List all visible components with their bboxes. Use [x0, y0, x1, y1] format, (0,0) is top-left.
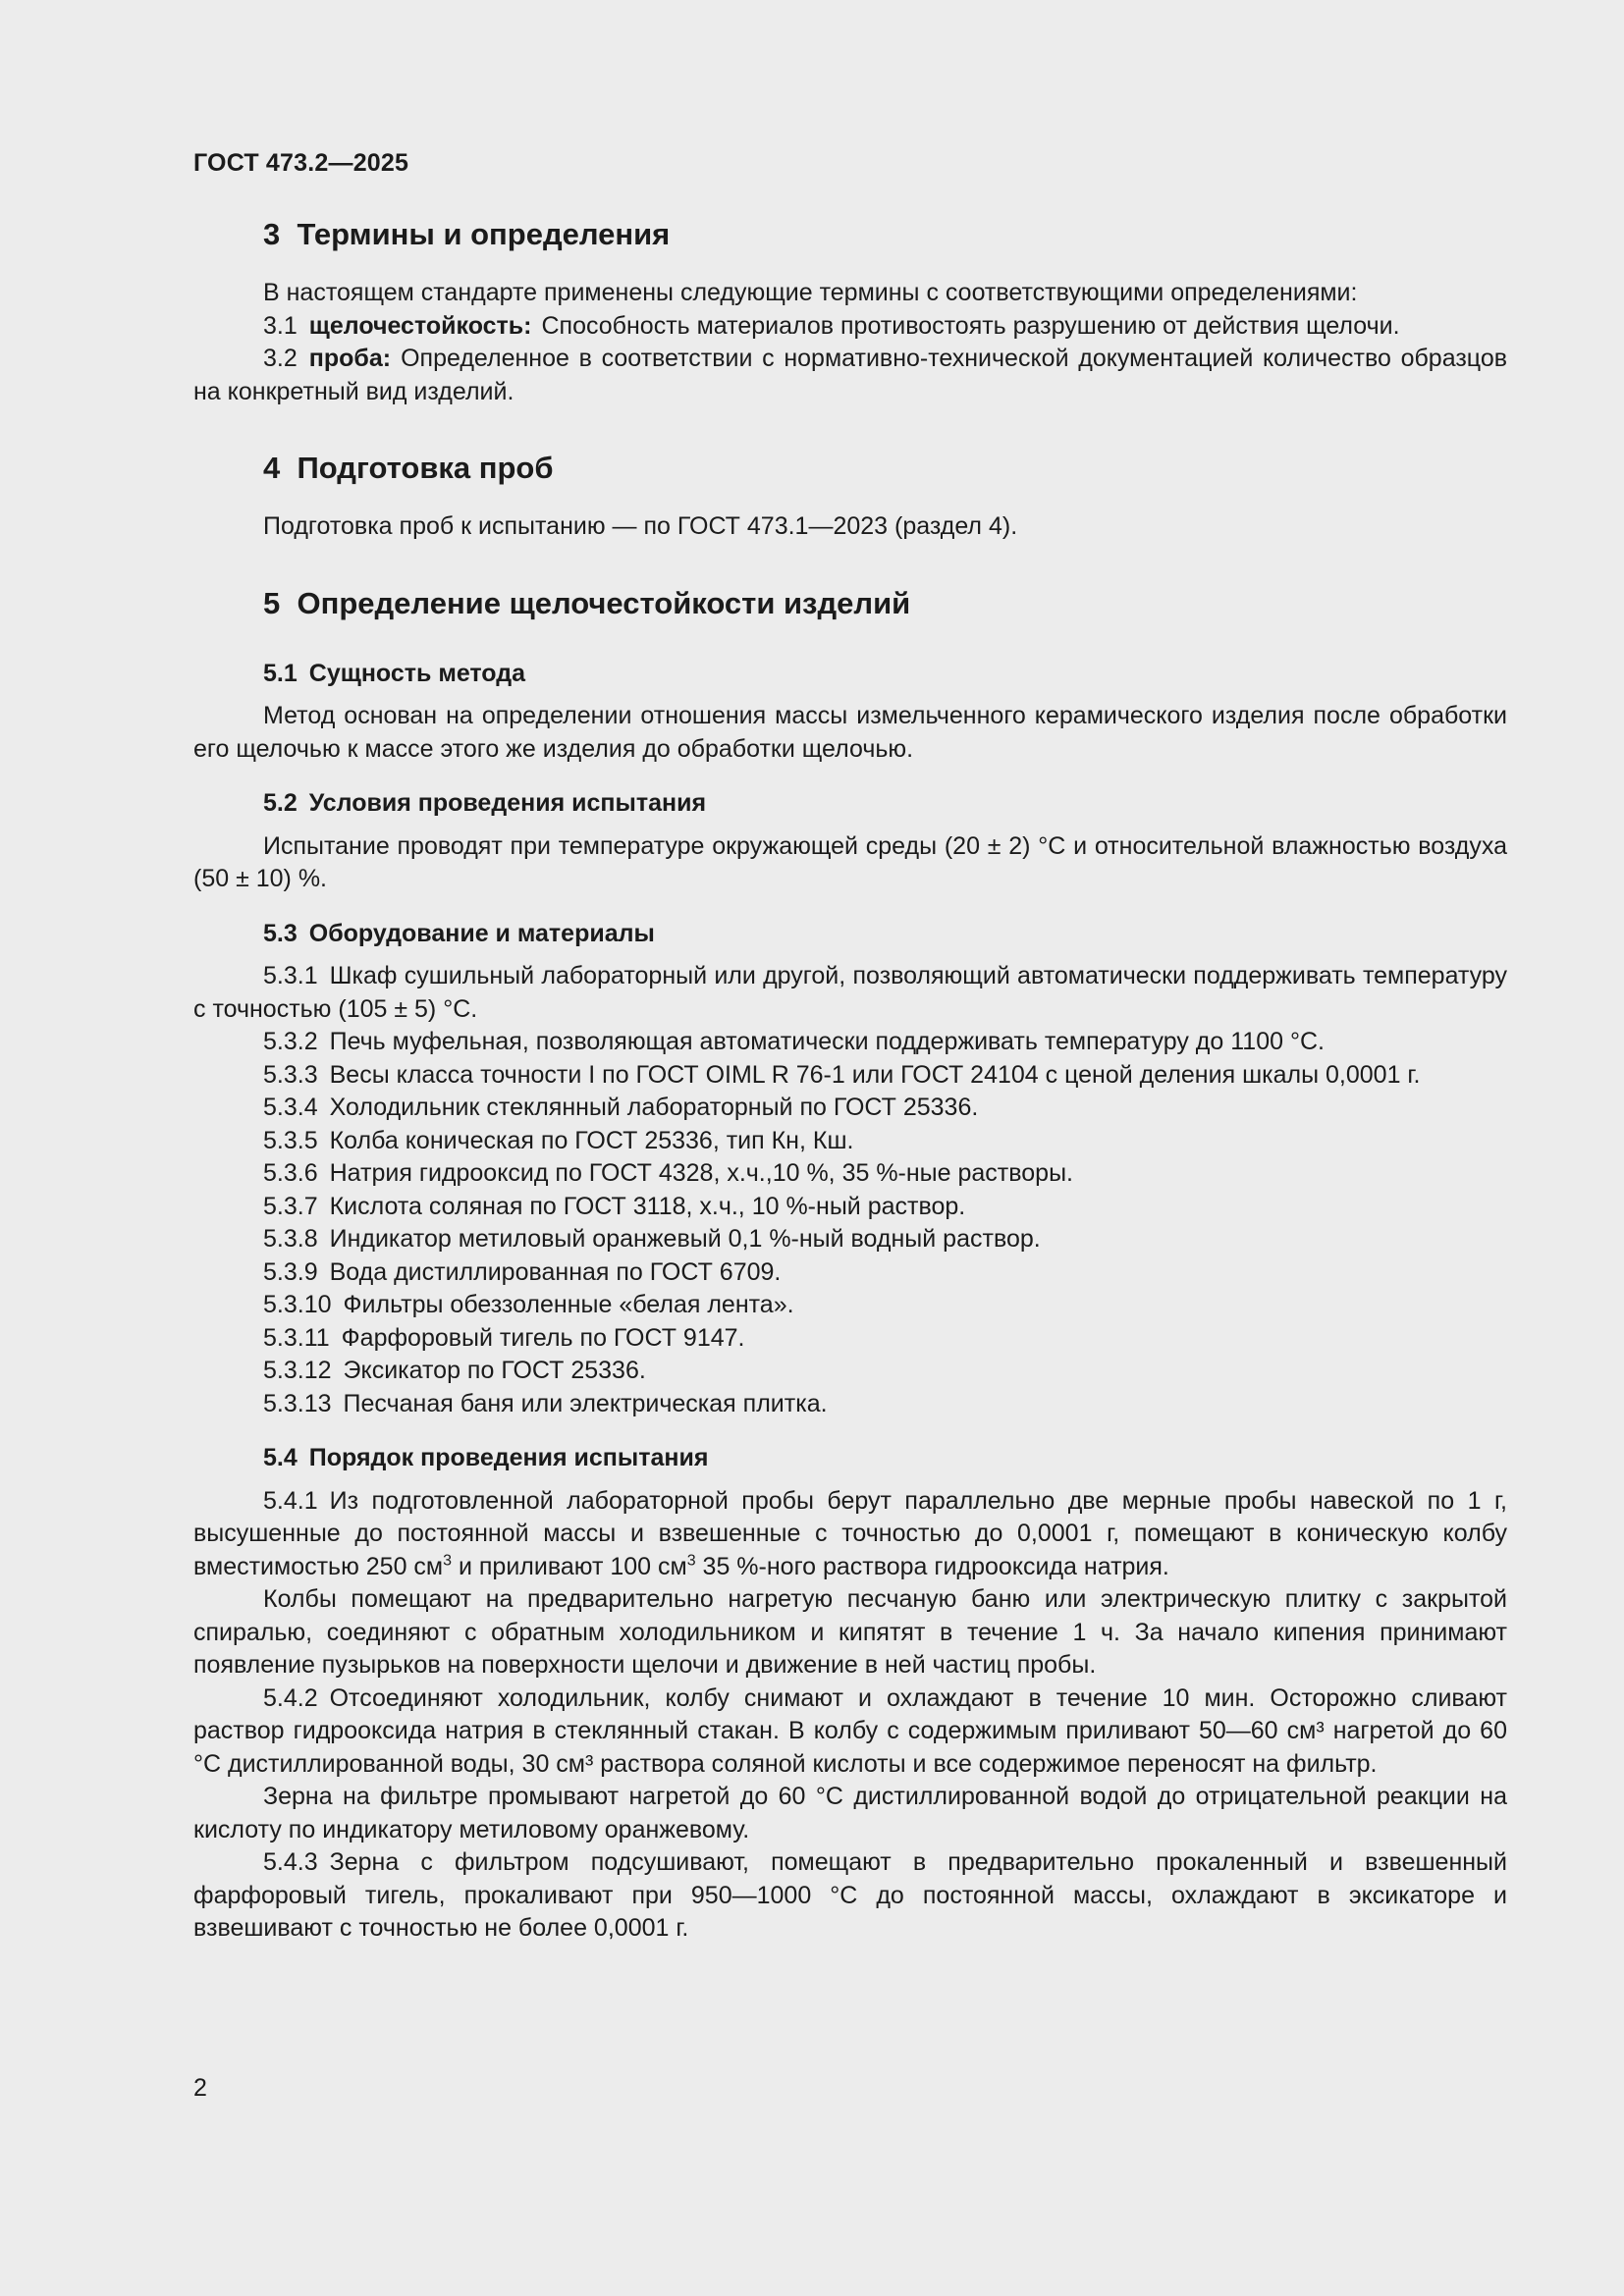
clause-number: 5.3.2 — [263, 1028, 318, 1055]
clause-number: 5.4.3 — [263, 1848, 318, 1876]
paragraph: Подготовка проб к испытанию — по ГОСТ 473.1—2023 (раздел 4). — [263, 512, 1018, 540]
paragraph: Зерна на фильтре промывают нагретой до 60 °С дистиллированной водой до отрицательной реакции на кислоту по индикатору метиловому оранжевому. — [193, 1783, 1507, 1843]
subsection-number: 5.2 — [263, 789, 298, 817]
paragraph-text: Из подготовленной лабораторной пробы берут параллельно две мерные пробы навеской по 1 г, высушенные до постоянной массы и взвешенные с точностью до 0,0001 г, помещают в коническую колбу вместимостью 250 см — [193, 1486, 1507, 1580]
subsection-5-1-heading — [193, 658, 1507, 691]
subsection-title: Оборудование и материалы — [308, 919, 655, 947]
list-item — [193, 1059, 1507, 1093]
clause-number: 5.3.11 — [263, 1323, 330, 1352]
clause-number: 5.3.12 — [263, 1357, 332, 1384]
subsection-5-4-heading — [193, 1442, 1507, 1475]
section-4-heading — [193, 450, 1507, 487]
page-number: 2 — [193, 2074, 207, 2102]
paragraph — [193, 1846, 1507, 1946]
term-3-1 — [193, 310, 1507, 344]
paragraph: Испытание проводят при температуре окружающей среды (20 ± 2) °С и относительной влажностью воздуха (50 ± 10) %. — [193, 831, 1507, 892]
clause-number: 5.3.4 — [263, 1094, 318, 1121]
paragraph: В настоящем стандарте применены следующие термины с соответствующими определениями: — [263, 279, 1358, 306]
clause-number: 3.2 — [263, 345, 298, 372]
term: щелочестойкость: — [308, 311, 532, 340]
list-item-text: Колба коническая по ГОСТ 25336, тип Кн, Кш. — [329, 1126, 854, 1154]
clause-number: 5.4.2 — [263, 1683, 318, 1712]
list-item-text: Эксикатор по ГОСТ 25336. — [343, 1357, 646, 1384]
paragraph: Метод основан на определении отношения массы измельченного керамического изделия после обработки его щелочью к массе этого же изделия до обработки щелочью. — [193, 702, 1507, 763]
list-item — [193, 1092, 1507, 1125]
list-item — [193, 1289, 1507, 1322]
definition: Способность материалов противостоять разрушению от действия щелочи. — [541, 311, 1400, 340]
list-item — [193, 1125, 1507, 1158]
list-item — [193, 1026, 1507, 1059]
clause-number: 5.4.1 — [263, 1486, 318, 1515]
clause-number: 5.3.13 — [263, 1389, 332, 1417]
paragraph-text: и приливают 100 см — [452, 1552, 687, 1580]
term-3-2 — [193, 343, 1507, 408]
clause-number: 5.3.3 — [263, 1060, 318, 1089]
subsection-number: 5.4 — [263, 1444, 298, 1471]
list-item-text: Песчаная баня или электрическая плитка. — [343, 1389, 828, 1417]
subsection-5-3-heading — [193, 918, 1507, 951]
clause-number: 5.3.9 — [263, 1257, 318, 1286]
list-item — [193, 1355, 1507, 1388]
definition: Определенное в соответствии с нормативно-технической документацией количество образцов на конкретный вид изделий. — [193, 345, 1507, 405]
list-item — [193, 1322, 1507, 1356]
list-item — [193, 1223, 1507, 1256]
clause-number: 5.3.10 — [263, 1291, 332, 1318]
list-item — [193, 960, 1507, 1026]
list-item-text: Весы класса точности I по ГОСТ OIML R 76-1 или ГОСТ 24104 с ценой деления шкалы 0,0001 г. — [329, 1060, 1421, 1089]
section-number: 5 — [263, 585, 281, 620]
paragraph — [193, 1682, 1507, 1782]
clause-number: 5.3.7 — [263, 1192, 318, 1220]
superscript: 3 — [686, 1552, 696, 1570]
subsection-title: Сущность метода — [308, 659, 526, 687]
list-item-text: Натрия гидрооксид по ГОСТ 4328, х.ч.,10 %, 35 %-ные растворы. — [329, 1159, 1073, 1187]
paragraph-text: 35 %-ного раствора гидрооксида натрия. — [695, 1552, 1169, 1580]
clause-number: 5.3.8 — [263, 1225, 318, 1253]
section-3-heading — [193, 216, 1507, 253]
clause-number: 5.3.5 — [263, 1126, 318, 1154]
list-item-text: Индикатор метиловый оранжевый 0,1 %-ный водный раствор. — [329, 1225, 1041, 1253]
list-item-text: Вода дистиллированная по ГОСТ 6709. — [329, 1257, 782, 1286]
clause-number: 5.3.1 — [263, 962, 318, 989]
page-content — [193, 216, 1507, 1946]
clause-number: 5.3.6 — [263, 1159, 318, 1187]
clause-number: 3.1 — [263, 311, 298, 340]
list-item — [193, 1157, 1507, 1191]
subsection-title: Условия проведения испытания — [308, 789, 707, 817]
paragraph-text: Зерна с фильтром подсушивают, помещают в предварительно прокаленный и взвешенный фарфоровый тигель, прокаливают при 950—1000 °С до постоянной массы, охлаждают в эксикаторе и взвешивают с точностью не более 0,0001 г. — [193, 1848, 1507, 1942]
document-code: ГОСТ 473.2—2025 — [193, 149, 409, 177]
list-item-text: Шкаф сушильный лабораторный или другой, позволяющий автоматически поддерживать температуру с точностью (105 ± 5) °С. — [193, 962, 1507, 1023]
subsection-5-2-heading — [193, 787, 1507, 821]
paragraph — [193, 1485, 1507, 1584]
list-item — [193, 1256, 1507, 1290]
section-title: Подготовка проб — [297, 451, 554, 485]
superscript: 3 — [443, 1552, 453, 1570]
list-item-text: Фарфоровый тигель по ГОСТ 9147. — [341, 1323, 745, 1352]
list-item — [193, 1388, 1507, 1421]
term: проба: — [308, 345, 392, 372]
list-item-text: Фильтры обеззоленные «белая лента». — [343, 1291, 794, 1318]
subsection-title: Порядок проведения испытания — [308, 1444, 709, 1471]
paragraph: Колбы помещают на предварительно нагретую песчаную баню или электрическую плитку с закрытой спиралью, соединяют с обратным холодильником и кипятят в течение 1 ч. За начало кипения принимают появление пузырьков на поверхности щелочи и движение в ней частиц пробы. — [193, 1585, 1507, 1679]
list-item-text: Печь муфельная, позволяющая автоматически поддерживать температуру до 1100 °С. — [329, 1028, 1325, 1055]
list-item-text: Холодильник стеклянный лабораторный по ГОСТ 25336. — [329, 1094, 979, 1121]
list-item — [193, 1191, 1507, 1224]
list-item-text: Кислота соляная по ГОСТ 3118, х.ч., 10 %-ный раствор. — [329, 1192, 966, 1220]
section-title: Термины и определения — [297, 217, 671, 251]
section-number: 4 — [263, 451, 281, 485]
subsection-number: 5.1 — [263, 659, 298, 687]
paragraph-text: Отсоединяют холодильник, колбу снимают и охлаждают в течение 10 мин. Осторожно сливают раствор гидрооксида натрия в стеклянный стакан. В колбу с содержимым приливают 50—60 см³ нагретой до 60 °С дистиллированной воды, 30 см³ раствора соляной кислоты и все содержимое переносят на фильтр. — [193, 1683, 1507, 1778]
subsection-number: 5.3 — [263, 919, 298, 947]
section-5-heading — [193, 585, 1507, 622]
section-title: Определение щелочестойкости изделий — [297, 585, 911, 620]
section-number: 3 — [263, 217, 281, 251]
